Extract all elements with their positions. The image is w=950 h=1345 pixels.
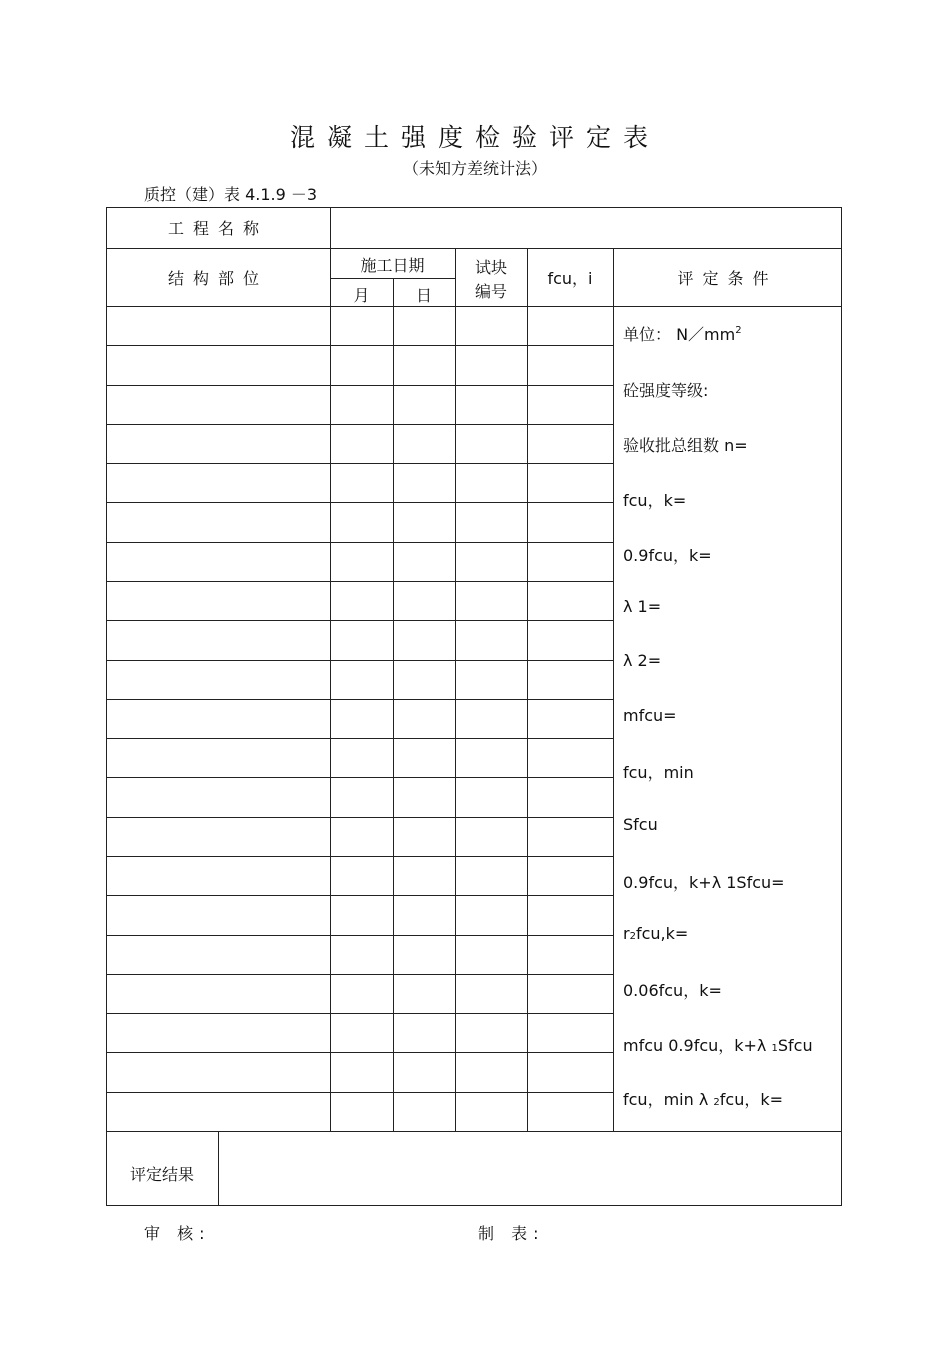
table-cell[interactable] xyxy=(106,307,330,344)
table-cell[interactable] xyxy=(331,425,393,462)
table-cell[interactable] xyxy=(331,1053,393,1090)
table-cell[interactable] xyxy=(456,857,527,894)
table-cell[interactable] xyxy=(394,896,455,933)
page-subtitle: （未知方差统计法） xyxy=(402,159,547,178)
table-cell[interactable] xyxy=(331,346,393,383)
table-cell[interactable] xyxy=(331,386,393,423)
table-cell[interactable] xyxy=(331,582,393,619)
form-code: 质控（建）表 4.1.9 －3 xyxy=(144,185,318,204)
table-cell[interactable] xyxy=(394,778,455,815)
table-cell[interactable] xyxy=(456,818,527,855)
table-cell[interactable] xyxy=(394,307,455,344)
check2-line: fcu，min λ 2fcu，k= xyxy=(623,1090,784,1109)
table-cell[interactable] xyxy=(331,896,393,933)
table-cell[interactable] xyxy=(394,818,455,855)
month-label: 月 xyxy=(353,286,370,305)
table-cell[interactable] xyxy=(106,1014,330,1051)
table-cell[interactable] xyxy=(456,896,527,933)
unit-line: 单位： $N/mm^2$ xyxy=(623,325,742,344)
table-cell[interactable] xyxy=(106,1053,330,1090)
table-cell[interactable] xyxy=(331,975,393,1012)
table-cell[interactable] xyxy=(106,621,330,658)
table-cell[interactable] xyxy=(528,857,613,894)
project-name-label: 工程名称 xyxy=(167,219,268,238)
specimen-label-top: 试块 xyxy=(474,258,507,277)
table-cell[interactable] xyxy=(394,857,455,894)
table-cell[interactable] xyxy=(394,661,455,698)
reviewer-label: 审 核: xyxy=(144,1224,211,1243)
project-name-value-cell[interactable] xyxy=(331,208,841,248)
table-cell[interactable] xyxy=(528,464,613,501)
table-cell[interactable] xyxy=(528,936,613,973)
table-cell[interactable] xyxy=(394,621,455,658)
table-cell[interactable] xyxy=(456,582,527,619)
table-cell[interactable] xyxy=(528,661,613,698)
table-cell[interactable] xyxy=(456,1053,527,1090)
table-cell[interactable] xyxy=(331,1014,393,1051)
table-cell[interactable] xyxy=(394,1053,455,1090)
table-cell[interactable] xyxy=(106,896,330,933)
table-cell[interactable] xyxy=(106,778,330,815)
table-cell[interactable] xyxy=(331,503,393,540)
table-cell[interactable] xyxy=(331,700,393,737)
table-cell[interactable] xyxy=(528,778,613,815)
table-cell[interactable] xyxy=(331,661,393,698)
table-cell[interactable] xyxy=(528,818,613,855)
formula1-line: 0.9fcu，k+λ 1Sfcu= xyxy=(623,873,785,892)
table-cell[interactable] xyxy=(106,739,330,776)
lambda2-line: λ 2= xyxy=(623,651,662,670)
table-cell[interactable] xyxy=(331,818,393,855)
table-cell[interactable] xyxy=(456,346,527,383)
table-cell[interactable] xyxy=(394,543,455,580)
table-cell[interactable] xyxy=(394,739,455,776)
table-cell[interactable] xyxy=(331,307,393,344)
table-cell[interactable] xyxy=(456,307,527,344)
table-cell[interactable] xyxy=(456,543,527,580)
table-cell[interactable] xyxy=(331,936,393,973)
fcu-k-09-line: 0.9fcu，k= xyxy=(623,546,712,565)
table-cell[interactable] xyxy=(106,1093,330,1130)
table-cell[interactable] xyxy=(456,778,527,815)
table-cell[interactable] xyxy=(106,425,330,462)
table-cell[interactable] xyxy=(106,464,330,501)
result-value-cell[interactable] xyxy=(219,1132,841,1205)
table-cell[interactable] xyxy=(456,621,527,658)
structure-part-label: 结构部位 xyxy=(167,269,268,288)
table-cell[interactable] xyxy=(106,386,330,423)
table-cell[interactable] xyxy=(528,975,613,1012)
table-cell[interactable] xyxy=(528,896,613,933)
table-cell[interactable] xyxy=(528,425,613,462)
table-cell[interactable] xyxy=(106,346,330,383)
table-cell[interactable] xyxy=(528,1093,613,1130)
table-cell[interactable] xyxy=(394,582,455,619)
fcuk-006-line: 0.06fcu，k= xyxy=(623,981,722,1000)
table-cell[interactable] xyxy=(106,936,330,973)
table-cell[interactable] xyxy=(528,386,613,423)
table-cell[interactable] xyxy=(394,1014,455,1051)
result-label: 评定结果 xyxy=(129,1165,194,1184)
table-cell[interactable] xyxy=(528,700,613,737)
table-cell[interactable] xyxy=(394,464,455,501)
table-cell[interactable] xyxy=(456,700,527,737)
table-cell[interactable] xyxy=(394,700,455,737)
sfcu-line: Sfcu xyxy=(623,815,658,834)
table-cell[interactable] xyxy=(106,975,330,1012)
table-cell[interactable] xyxy=(528,346,613,383)
criteria-label: 评定条件 xyxy=(677,269,778,288)
table-cell[interactable] xyxy=(528,1053,613,1090)
table-cell[interactable] xyxy=(456,975,527,1012)
table-cell[interactable] xyxy=(528,307,613,344)
group-count-line: 验收批总组数 n= xyxy=(623,436,748,455)
table-cell[interactable] xyxy=(106,543,330,580)
table-cell[interactable] xyxy=(394,503,455,540)
table-cell[interactable] xyxy=(456,386,527,423)
table-cell[interactable] xyxy=(331,464,393,501)
page-title: 混凝土强度检验评定表 xyxy=(289,123,660,152)
table-cell[interactable] xyxy=(106,503,330,540)
table-cell[interactable] xyxy=(456,739,527,776)
table-cell[interactable] xyxy=(106,661,330,698)
table-cell[interactable] xyxy=(394,386,455,423)
table-cell[interactable] xyxy=(528,1014,613,1051)
construction-date-label: 施工日期 xyxy=(360,256,425,275)
fcu-k-line: fcu，k= xyxy=(623,491,687,510)
table-cell[interactable] xyxy=(106,700,330,737)
table-cell[interactable] xyxy=(331,1093,393,1130)
day-label: 日 xyxy=(415,286,432,305)
table-cell[interactable] xyxy=(106,857,330,894)
table-cell[interactable] xyxy=(456,936,527,973)
table-cell[interactable] xyxy=(456,661,527,698)
lambda1-line: λ 1= xyxy=(623,597,662,616)
table-cell[interactable] xyxy=(394,346,455,383)
table-cell[interactable] xyxy=(331,739,393,776)
table-cell[interactable] xyxy=(394,975,455,1012)
table-cell[interactable] xyxy=(331,543,393,580)
concrete-grade-line: 砼强度等级: xyxy=(623,381,709,400)
table-cell[interactable] xyxy=(528,739,613,776)
table-cell[interactable] xyxy=(394,425,455,462)
r2-line: r2fcu,k= xyxy=(623,924,689,943)
table-cell[interactable] xyxy=(528,543,613,580)
table-cell[interactable] xyxy=(106,582,330,619)
table-cell[interactable] xyxy=(456,464,527,501)
check1-line: mfcu 0.9fcu，k+λ 1Sfcu xyxy=(623,1036,813,1055)
table-cell[interactable] xyxy=(528,621,613,658)
specimen-label-bottom: 编号 xyxy=(474,282,507,301)
table-cell[interactable] xyxy=(456,425,527,462)
fcu-min-line: fcu，min xyxy=(623,763,694,782)
table-cell[interactable] xyxy=(528,503,613,540)
table-cell[interactable] xyxy=(394,1093,455,1130)
table-cell[interactable] xyxy=(528,582,613,619)
fcu-i-label: fcu，i xyxy=(547,269,593,288)
table-cell[interactable] xyxy=(331,621,393,658)
table-cell[interactable] xyxy=(394,936,455,973)
tabulator-label: 制 表: xyxy=(478,1224,545,1243)
table-cell[interactable] xyxy=(456,503,527,540)
table-cell[interactable] xyxy=(456,1093,527,1130)
table-cell[interactable] xyxy=(331,857,393,894)
table-cell[interactable] xyxy=(106,818,330,855)
mfcu-line: mfcu= xyxy=(623,706,677,725)
table-cell[interactable] xyxy=(331,778,393,815)
table-cell[interactable] xyxy=(456,1014,527,1051)
